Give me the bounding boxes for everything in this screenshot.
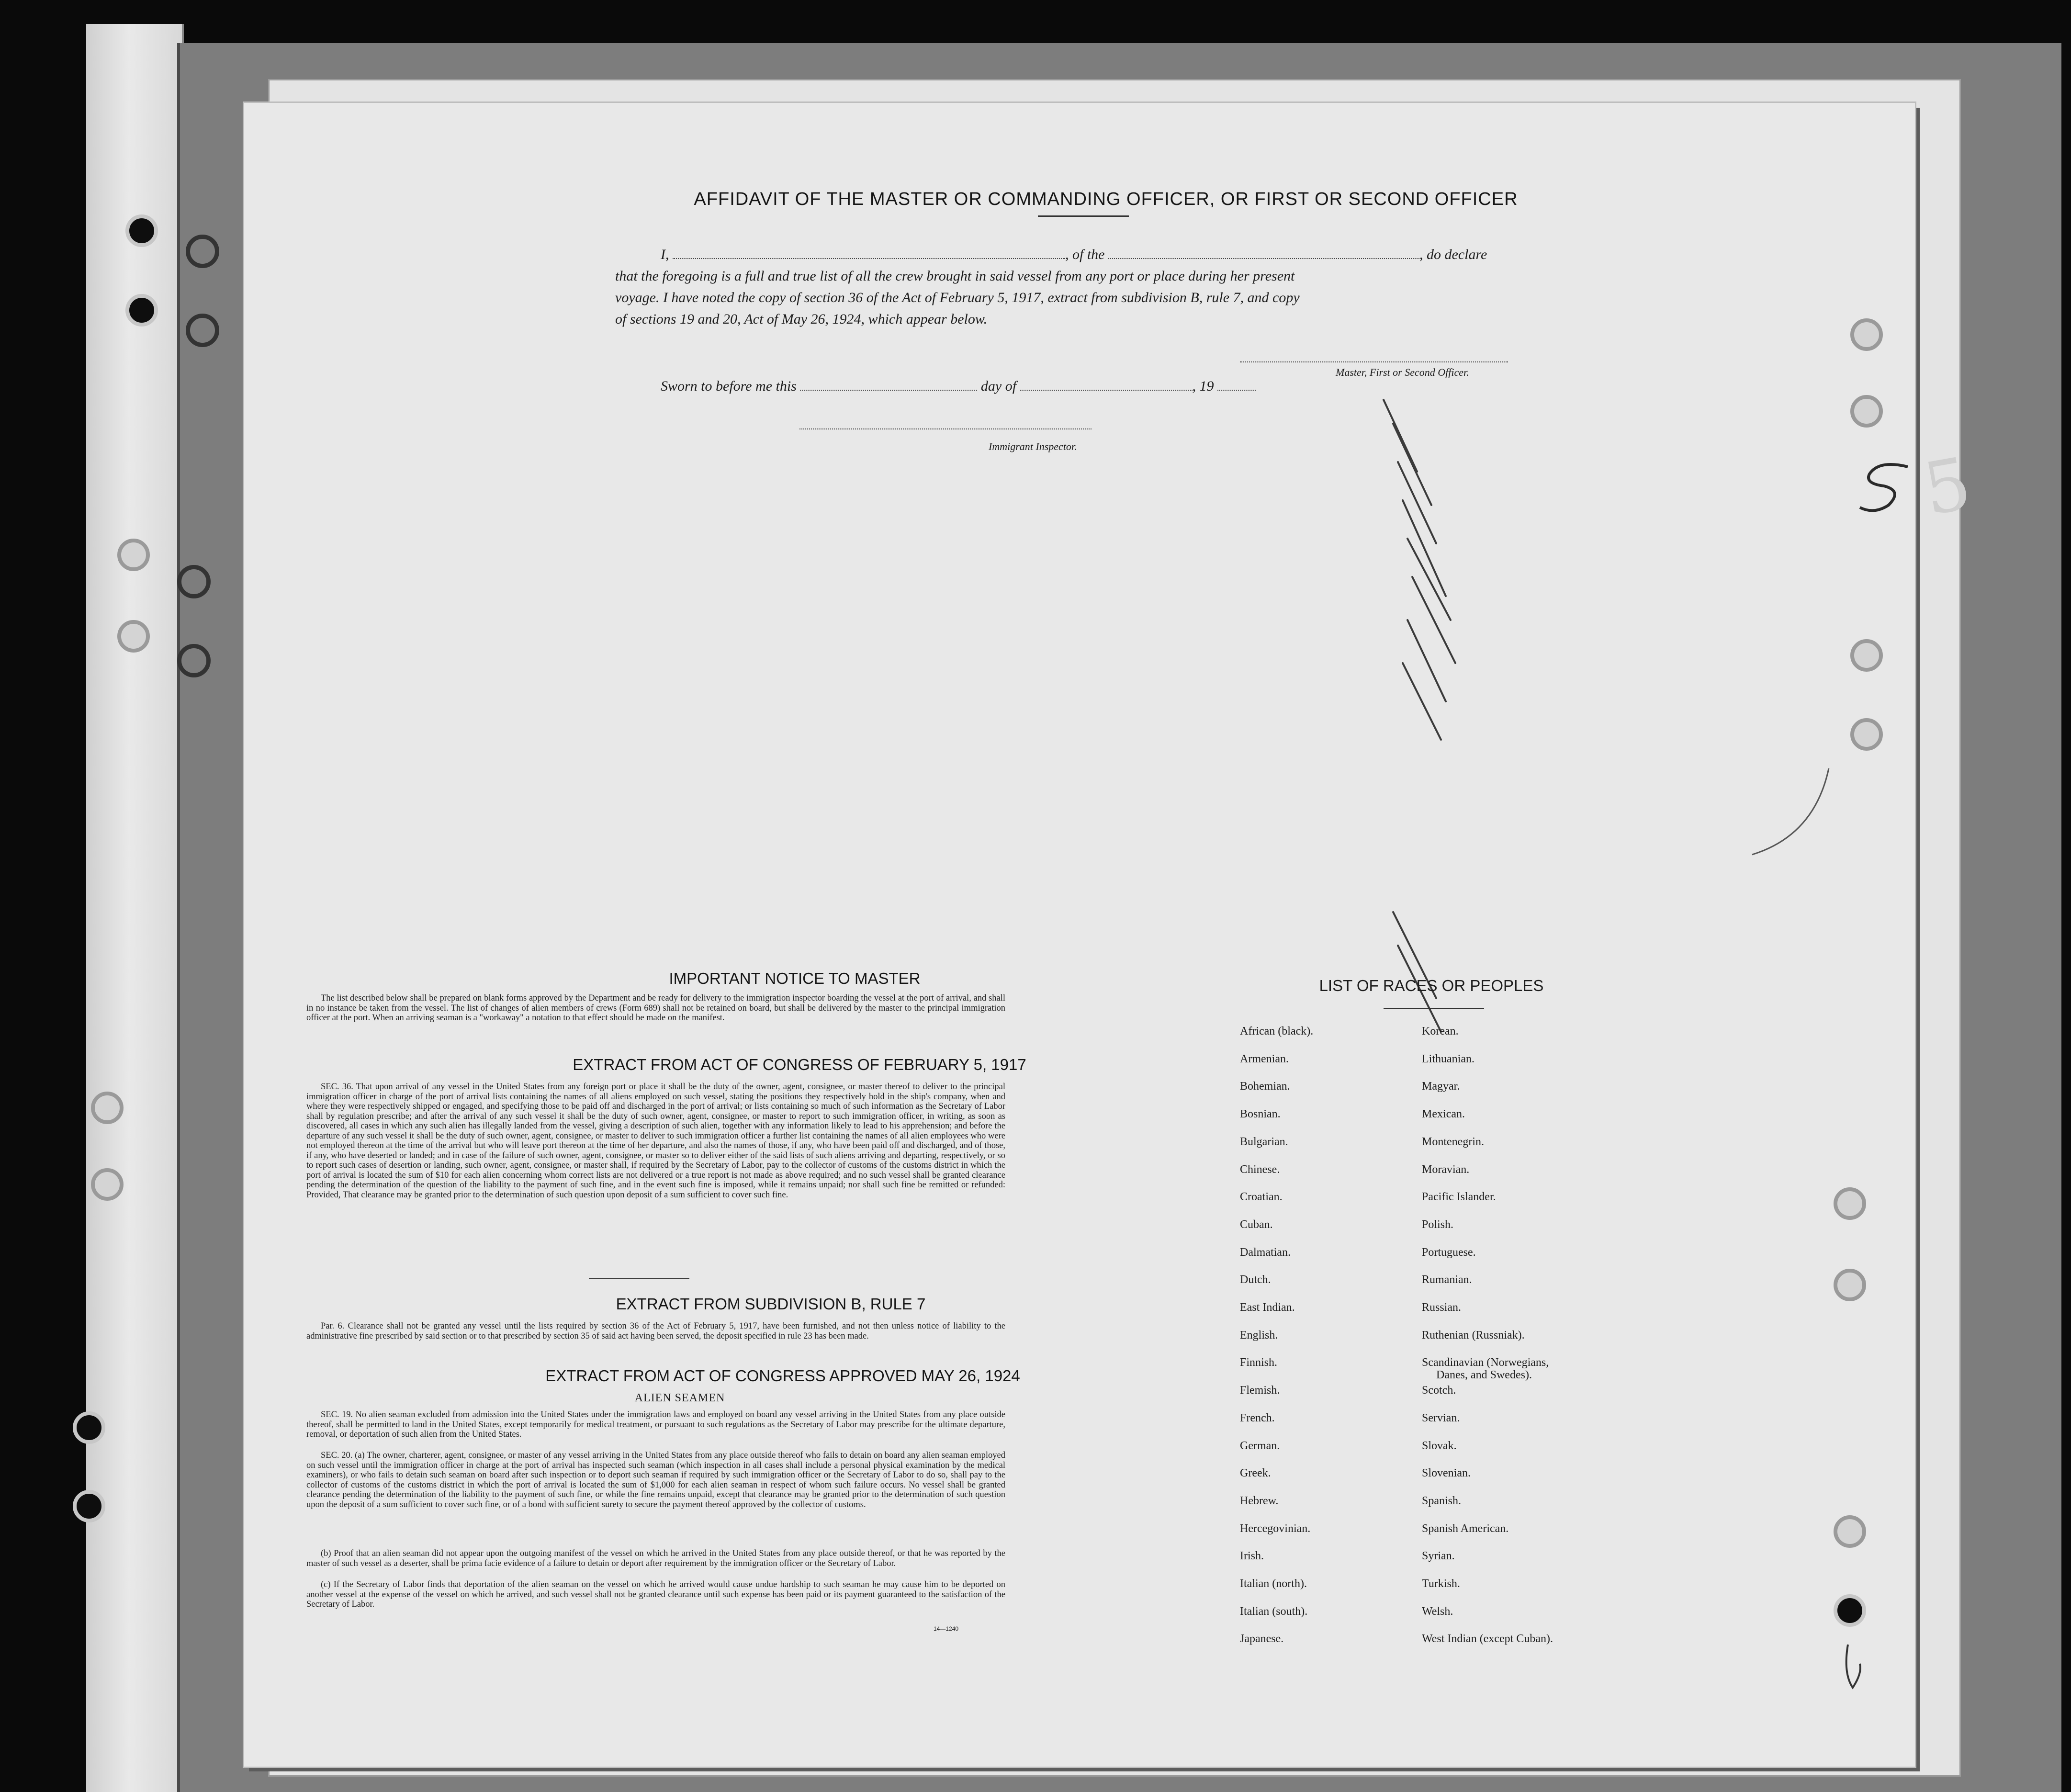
title-rule	[1038, 215, 1129, 217]
race-item: East Indian.	[1240, 1301, 1295, 1314]
race-item: Russian.	[1422, 1301, 1462, 1314]
board-hole	[177, 644, 211, 677]
binder-hole	[117, 539, 150, 571]
race-item: Welsh.	[1422, 1605, 1453, 1618]
margin-curve	[1743, 764, 1838, 859]
race-item: Korean.	[1422, 1025, 1459, 1037]
page-hole	[1850, 639, 1883, 672]
race-item: Finnish.	[1240, 1356, 1278, 1369]
race-item: Slovak.	[1422, 1439, 1457, 1452]
page-hole	[1850, 395, 1883, 428]
officer-name-blank[interactable]	[673, 258, 1065, 259]
race-item: German.	[1240, 1439, 1280, 1452]
race-item: Italian (north).	[1240, 1578, 1307, 1590]
sworn-line	[661, 378, 1256, 394]
affidavit-of-the: , of the	[1065, 247, 1105, 262]
inspector-signature-line[interactable]	[799, 428, 1092, 429]
binder-hole	[91, 1092, 124, 1124]
race-item: Ruthenian (Russniak).	[1422, 1329, 1525, 1341]
race-item: Rumanian.	[1422, 1274, 1472, 1286]
vessel-name-blank[interactable]	[1108, 258, 1419, 259]
page-hole	[1850, 718, 1883, 751]
race-item: Lithuanian.	[1422, 1052, 1474, 1065]
extract-1917-text: SEC. 36. That upon arrival of any vessel in the United States from any foreign port or place it shall be the duty of the owner, agent, consignee, or master thereof to deliver to the principal immigration officer in charge of the port of arrival lists containing the names of all aliens employed on such vessel, stating the positions they respectively hold in the ship's company, when and where they were respectively shipped or engaged, and specifying those to be paid off and discharged in the port of arrival; or lists containing so much of such information as the Secretary of Labor shall by regulation prescribe; and after the arrival of any such vessel it shall be the duty of such owner, agent, consignee, or master to report to such immigration officer, in writing, as soon as discovered, all cases in which any such alien has illegally landed from the vessel, giving a description of such alien, together with any information likely to lead to his apprehension; and before the departure of any such vessel it shall be the duty of such owner, agent, consignee, or master to deliver to such immigration officer a further list containing the names of all alien employees who were not employed thereon at the time of the arrival but who will leave port thereon at the time of her departure, and also the names of those, if any, who have been paid off and discharged, and of those, if any, who have deserted or landed; and in case of the failure of such owner, agent, consignee, or master so to deliver either of the said lists of such aliens arriving and departing, respectively, or so to report such cases of desertion or landing, such owner, agent, consignee, or master shall, if required by the Secretary of Labor, pay to the collector of customs of the customs district in which the port of arrival is located the sum of $10 for each alien concerning whom correct lists are not delivered or a true report is not made as above required; and no such vessel shall be granted clearance pending the determination of the question of the liability to the payment of such fine, and in the event such fine is imposed, while it remains unpaid; nor shall such fine be remitted or refunded: Provided, That clearance may be granted prior to the determination of such question upon deposit of a sum sufficient to cover such fine.	[306, 1082, 1005, 1200]
subdivision-b-text: Par. 6. Clearance shall not be granted any vessel until the lists required by section 36 of the Act of February 5, 1917, have been furnished, and not then unless notice of liability to the administrative fine prescribed by said section or to that prescribed by section 35 of said act having been served, the deposit specified in rule 23 has been made.	[306, 1321, 1005, 1341]
affidavit-do-declare: , do declare	[1419, 247, 1487, 262]
race-item: Polish.	[1422, 1218, 1454, 1231]
race-item: African (black).	[1240, 1025, 1314, 1037]
race-item: Armenian.	[1240, 1052, 1289, 1065]
race-item: Chinese.	[1240, 1163, 1280, 1176]
race-item: Magyar.	[1422, 1080, 1460, 1093]
race-item: Cuban.	[1240, 1218, 1273, 1231]
section-rule	[589, 1278, 689, 1279]
races-title: LIST OF RACES OR PEOPLES	[1319, 977, 1544, 994]
margin-squiggle	[1834, 1635, 1877, 1702]
race-item: Flemish.	[1240, 1384, 1280, 1397]
race-item: French.	[1240, 1411, 1275, 1424]
race-item: Syrian.	[1422, 1550, 1455, 1563]
extract-1924-title: EXTRACT FROM ACT OF CONGRESS APPROVED MAY 26, 1924	[545, 1367, 1020, 1385]
race-item: Moravian.	[1422, 1163, 1470, 1176]
race-item: Mexican.	[1422, 1108, 1465, 1121]
sec-20c-text: (c) If the Secretary of Labor finds that deportation of the alien seaman on the vessel on which he arrived would cause undue hardship to such seaman he may cause him to be deported on another vessel at the expense of the vessel on which he arrived, and such vessel shall not be granted clearance until such expense has been paid or its payment guaranteed to the satisfaction of the Secretary of Labor.	[306, 1580, 1005, 1609]
sworn-day-label: day of	[980, 378, 1017, 394]
hand-slash-marks	[1364, 395, 1498, 1037]
race-item: Dutch.	[1240, 1274, 1271, 1286]
binder-hole	[73, 1411, 105, 1444]
signature-line[interactable]	[1240, 361, 1508, 362]
race-item: Slovenian.	[1422, 1467, 1471, 1480]
race-item: Spanish American.	[1422, 1522, 1509, 1535]
board-hole	[186, 314, 219, 347]
sworn-text: Sworn to before me this	[661, 378, 797, 394]
sworn-day-blank[interactable]	[800, 390, 977, 391]
crew-manifest-back-page	[244, 103, 1915, 1767]
race-item: Scotch.	[1422, 1384, 1456, 1397]
board-hole	[177, 565, 211, 598]
race-item: Dalmatian.	[1240, 1246, 1291, 1259]
race-item: Croatian.	[1240, 1191, 1283, 1204]
extract-1917-title: EXTRACT FROM ACT OF CONGRESS OF FEBRUARY 5, 1917	[573, 1056, 1026, 1073]
race-item: Greek.	[1240, 1467, 1271, 1480]
alien-seamen-subtitle: ALIEN SEAMEN	[634, 1392, 725, 1404]
affidavit-line-3: voyage. I have noted the copy of section 36 of the Act of February 5, 1917, extract from subdivision B, rule 7, and copy	[615, 290, 1300, 305]
race-item: Pacific Islander.	[1422, 1191, 1496, 1204]
race-continuation: Danes, and Swedes).	[1436, 1369, 1532, 1381]
affidavit-line-2: that the foregoing is a full and true list of all the crew brought in said vessel from any port or place during her present	[615, 268, 1295, 284]
race-item: West Indian (except Cuban).	[1422, 1633, 1553, 1645]
sec-19-text: SEC. 19. No alien seaman excluded from admission into the United States under the immigration laws and employed on board any vessel arriving in the United States from any place outside thereof, shall be permitted to land in the United States, except temporarily for medical treatment, or pursuant to such regulations as the Secretary of Labor may prescribe for the ultimate departure, removal, or deportation of such alien from the United States.	[306, 1410, 1005, 1439]
page-hole	[1834, 1187, 1866, 1220]
race-item: Montenegrin.	[1422, 1135, 1484, 1148]
binder-hole	[117, 620, 150, 653]
race-item: Scandinavian (Norwegians,	[1422, 1356, 1549, 1369]
race-item: Bosnian.	[1240, 1108, 1281, 1121]
race-item: Irish.	[1240, 1550, 1264, 1563]
binder-hole	[125, 214, 158, 247]
board-hole	[186, 235, 219, 268]
race-item: Turkish.	[1422, 1578, 1460, 1590]
page-hole	[1834, 1515, 1866, 1548]
subdivision-b-title: EXTRACT FROM SUBDIVISION B, RULE 7	[616, 1295, 926, 1313]
page-hole	[1850, 318, 1883, 351]
margin-scribble	[1850, 457, 1922, 519]
sec-20b-text: (b) Proof that an alien seaman did not appear upon the outgoing manifest of the vessel on which he arrived in the United States from any place outside thereof, or that he was reported by the master of such vessel as a deserter, shall be prima facie evidence of a failure to detain or deport after requirement by the immigration officer or the Secretary of Labor.	[306, 1549, 1005, 1568]
inspector-caption: Immigrant Inspector.	[989, 440, 1077, 452]
sworn-year-label: , 19	[1192, 378, 1214, 394]
affidavit-title: AFFIDAVIT OF THE MASTER OR COMMANDING OFFICER, OR FIRST OR SECOND OFFICER	[694, 189, 1518, 209]
race-item: Italian (south).	[1240, 1605, 1308, 1618]
race-item: Japanese.	[1240, 1633, 1284, 1645]
binder-hole	[73, 1490, 105, 1522]
race-item: Hebrew.	[1240, 1494, 1279, 1507]
binder-strip	[86, 24, 184, 1792]
race-item: English.	[1240, 1329, 1278, 1341]
race-item: Portuguese.	[1422, 1246, 1476, 1259]
race-item: Bulgarian.	[1240, 1135, 1288, 1148]
sworn-year-blank[interactable]	[1217, 390, 1256, 391]
signature-caption: Master, First or Second Officer.	[1336, 366, 1469, 378]
race-item: Hercegovinian.	[1240, 1522, 1311, 1535]
race-item: Spanish.	[1422, 1494, 1462, 1507]
affidavit-line-1	[661, 247, 1487, 263]
affidavit-i: I,	[661, 247, 669, 262]
sworn-month-blank[interactable]	[1020, 390, 1193, 391]
notice-title: IMPORTANT NOTICE TO MASTER	[669, 969, 921, 987]
page-hole	[1834, 1269, 1866, 1301]
handwritten-number: 5	[1917, 442, 1977, 532]
binder-hole	[125, 294, 158, 327]
sec-20a-text: SEC. 20. (a) The owner, charterer, agent, consignee, or master of any vessel arriving in the United States from any place outside thereof who fails to detain on board any alien seaman employed on such vessel until the immigration officer in charge at the port of arrival has inspected such seaman (which inspection in all cases shall include a personal physical examination by the medical examiners), or who fails to detain such seaman on board after such inspection or to deport such seaman if required by such immigration officer or the Secretary of Labor to do so, shall pay to the collector of customs of the customs district in which the port of arrival is located the sum of $1,000 for each alien seaman in respect of whom such failure occurs. No vessel shall be granted clearance pending the determination of the liability to the payment of such fine, or while the fine remains unpaid, except that clearance may be granted prior to the determination of such question upon the deposit of a sum sufficient to cover such fine, or of a bond with sufficient surety to secure the payment thereof approved by the collector of customs.	[306, 1451, 1005, 1510]
race-item: Servian.	[1422, 1411, 1460, 1424]
page-hole	[1834, 1594, 1866, 1627]
form-number: 14—1240	[934, 1625, 959, 1632]
affidavit-line-4: of sections 19 and 20, Act of May 26, 1924, which appear below.	[615, 311, 988, 327]
race-item: Bohemian.	[1240, 1080, 1290, 1093]
binder-hole	[91, 1168, 124, 1201]
notice-text: The list described below shall be prepared on blank forms approved by the Department and be ready for delivery to the immigration inspector boarding the vessel at the port of arrival, and shall in no instance be taken from the vessel. The list of changes of alien members of crews (Form 689) shall not be retained on board, but shall be delivered by the master to the principal immigration officer at the port. When an arriving seaman is a "workaway" a notation to that effect should be made on the manifest.	[306, 993, 1005, 1023]
races-rule	[1384, 1008, 1484, 1009]
